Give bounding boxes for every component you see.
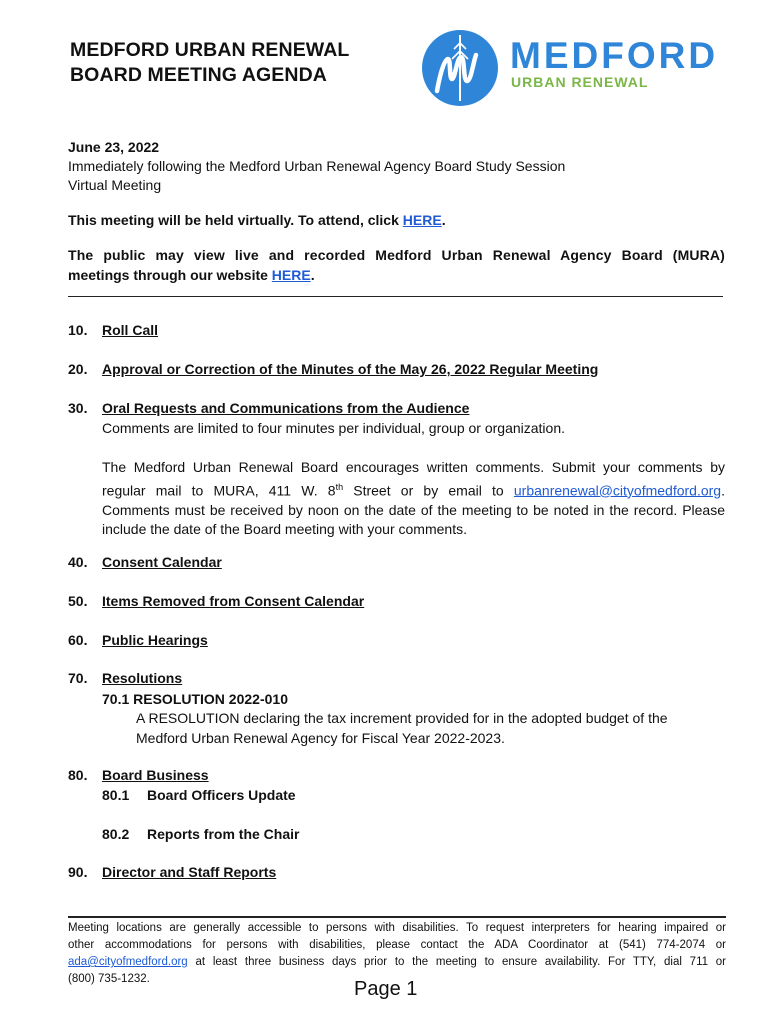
footer-line-3-rest: at least three business days prior to the meeting to ensure availability. For TTY, dial 711 or [187,956,726,968]
attend-end: . [441,212,446,228]
comment-limit-text: Comments are limited to four minutes per individual, group or organization. [102,420,566,436]
footer-line-1: Meeting locations are generally accessible to persons with disabilities. To request interpreters for hearing impaired or [68,922,726,934]
resolution-desc-line-1: A RESOLUTION declaring the tax increment provided for in the adopted budget of the [136,710,668,726]
director-staff-reports-heading: Director and Staff Reports [102,864,277,880]
meeting-type: Virtual Meeting [68,177,162,193]
footer-divider [68,916,726,918]
public-line-1: The public may view live and recorded Medford Urban Renewal Agency Board (MURA) [68,247,725,263]
item-number: 30. [68,400,88,416]
written-line-d: include the date of the Board meeting with your comments. [102,521,467,538]
public-view-notice [68,246,725,285]
written-line-b [102,478,725,501]
subitem-number: 70.1 [102,691,130,707]
items-removed-heading: Items Removed from Consent Calendar [102,593,365,609]
item-number: 90. [68,864,88,880]
item-number: 70. [68,670,88,686]
footer-line-3 [68,954,726,971]
attend-link[interactable]: HERE [402,212,442,228]
minutes-approval-heading: Approval or Correction of the Minutes of the May 26, 2022 Regular Meeting [102,361,599,377]
attend-text: This meeting will be held virtually. To attend, click [68,212,403,228]
written-b1: regular mail to MURA, 411 W. 8 [102,482,336,499]
title-line-1: MEDFORD URBAN RENEWAL [70,39,350,61]
written-b2: Street or by email to [343,482,514,499]
resolution-title: RESOLUTION 2022-010 [133,691,288,707]
item-number: 50. [68,593,88,609]
agenda-item-10 [68,322,87,340]
logo-wordmark: MEDFORD [510,35,719,76]
email-link[interactable]: urbanrenewal@cityofmedford.org [513,482,722,499]
written-b3: . [721,482,725,499]
written-comments-paragraph [102,458,725,540]
title-line-2: BOARD MEETING AGENDA [70,64,327,86]
meeting-date: June 23, 2022 [68,139,160,155]
item-number: 40. [68,554,88,570]
board-officers-update: Board Officers Update [147,787,296,803]
item-number: 20. [68,361,88,377]
divider [68,296,723,297]
ada-email-link[interactable]: ada@cityofmedford.org [68,956,188,968]
item-number: 80. [68,767,88,783]
subitem-number: 80.2 [102,826,130,842]
board-business-heading: Board Business [102,767,209,783]
written-sup: th [335,481,344,492]
attend-notice [68,211,446,231]
item-number: 10. [68,322,88,338]
item-number: 60. [68,632,88,648]
public-text-2: meetings through our website [68,266,272,283]
footer-line-2: other accommodations for persons with disabilities, please contact the ADA Coordinator at (541) 774-2074 or [68,939,726,951]
footer-line-4: (800) 735-1232. [68,973,150,985]
written-line-a: The Medford Urban Renewal Board encourages written comments. Submit your comments by [102,459,725,475]
public-line-2 [68,266,725,286]
page-title [70,38,349,88]
logo-subtitle: URBAN RENEWAL [511,74,649,90]
roll-call-heading: Roll Call [102,322,159,338]
public-end: . [310,266,315,283]
resolutions-heading: Resolutions [102,670,183,686]
public-hearings-heading: Public Hearings [102,632,208,648]
tree-m-logo-icon [421,29,499,107]
subitem-number: 80.1 [102,787,130,803]
page-number: Page 1 [354,978,418,1000]
oral-requests-heading: Oral Requests and Communications from the Audience [102,400,470,416]
resolution-desc-line-2: Medford Urban Renewal Agency for Fiscal Year 2022-2023. [136,730,505,746]
resolution-subitem [102,690,288,710]
consent-calendar-heading: Consent Calendar [102,554,222,570]
reports-from-chair: Reports from the Chair [147,826,300,842]
meeting-when: Immediately following the Medford Urban Renewal Agency Board Study Session [68,158,566,174]
written-line-c: Comments must be received by noon on the date of the meeting to be noted in the record. Please [102,501,725,518]
website-link[interactable]: HERE [271,266,311,283]
